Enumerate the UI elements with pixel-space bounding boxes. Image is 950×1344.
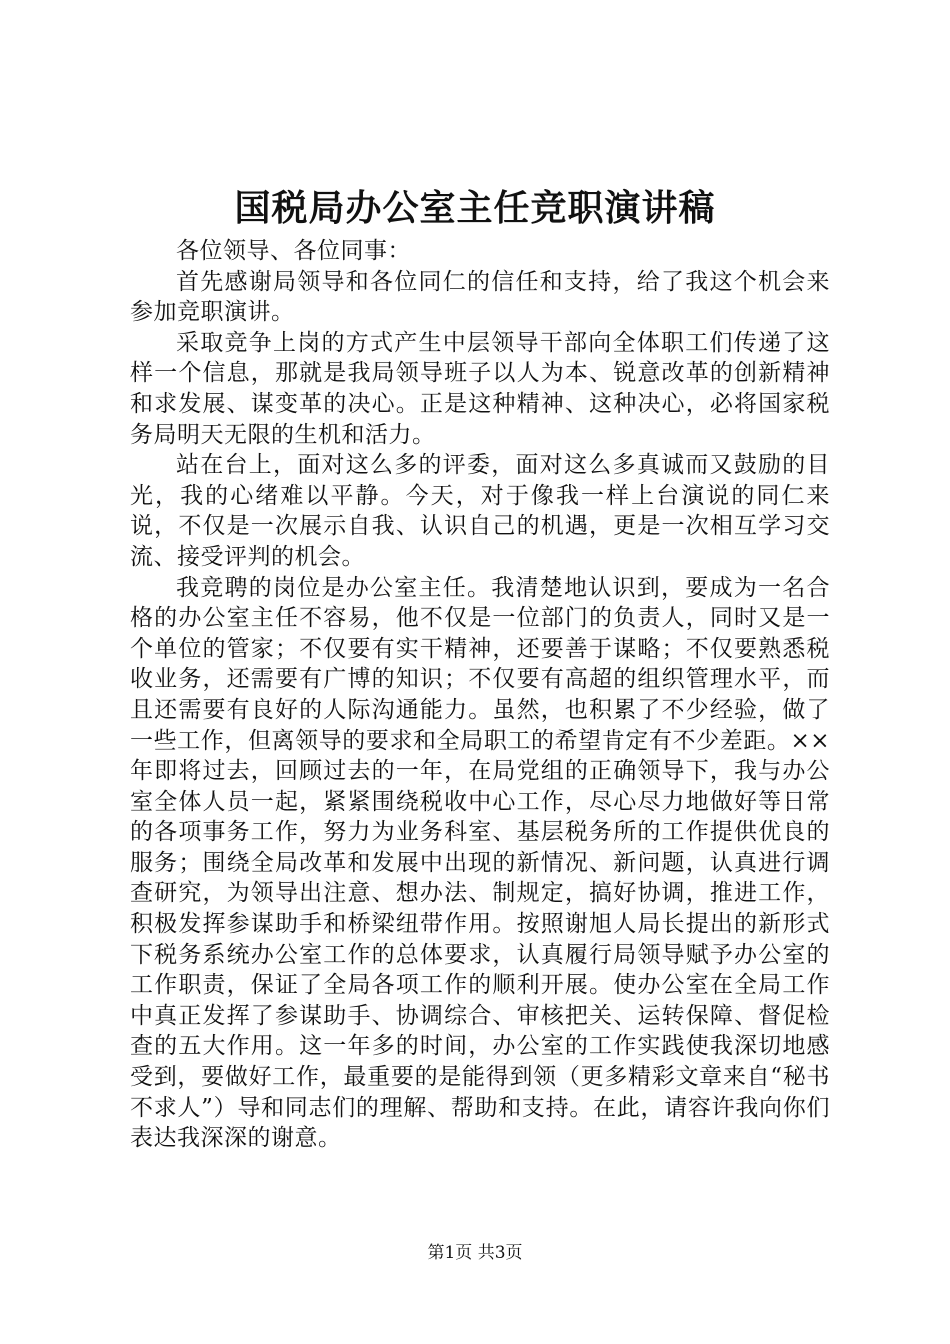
paragraph: 站在台上，面对这么多的评委，面对这么多真诚而又鼓励的目光，我的心绪难以平静。今天，对于像我一样上台演说的同仁来说，不仅是一次展示自我、认识自己的机遇，更是一次相互学习交流、接受评判的机会。 — [130, 452, 830, 570]
page-number-footer: 第1页 共3页 — [427, 1243, 523, 1263]
paragraph: 我竞聘的岗位是办公室主任。我清楚地认识到，要成为一名合格的办公室主任不容易，他不仅是一位部门的负责人，同时又是一个单位的管家；不仅要有实干精神，还要善于谋略；不仅要熟悉税收业务，还需要有广博的知识；不仅要有高超的组织管理水平，而且还需要有良好的人际沟通能力。虽然，也积累了不少经验，做了一些工作，但离领导的要求和全局职工的希望肯定有不少差距。××年即将过去，回顾过去的一年，在局党组的正确领导下，我与办公室全体人员一起，紧紧围绕税收中心工作，尽心尽力地做好等日常的各项事务工作，努力为业务科室、基层税务所的工作提供优良的服务；围绕全局改革和发展中出现的新情况、新问题，认真进行调查研究，为领导出注意、想办法、制规定，搞好协调，推进工作，积极发挥参谋助手和桥梁纽带作用。按照谢旭人局长提出的新形式下税务系统办公室工作的总体要求，认真履行局领导赋予办公室的工作职责，保证了全局各项工作的顺利开展。使办公室在全局工作中真正发挥了参谋助手、协调综合、审核把关、运转保障、督促检查的五大作用。这一年多的时间，办公室的工作实践使我深切地感受到，要做好工作，最重要的是能得到领（更多精彩文章来自“秘书不求人”）导和同志们的理解、帮助和支持。在此，请容许我向你们表达我深深的谢意。 — [130, 574, 830, 1152]
document-title: 国税局办公室主任竞职演讲稿 — [234, 187, 716, 229]
paragraph-salutation: 各位领导、各位同事： — [176, 238, 411, 264]
paragraph: 首先感谢局领导和各位同仁的信任和支持，给了我这个机会来参加竞职演讲。 — [130, 268, 830, 326]
document-body — [130, 236, 830, 1154]
paragraph: 采取竞争上岗的方式产生中层领导干部向全体职工们传递了这样一个信息，那就是我局领导班子以人为本、锐意改革的创新精神和求发展、谋变革的决心。正是这种精神、这种决心，必将国家税务局明天无限的生机和活力。 — [130, 329, 830, 448]
